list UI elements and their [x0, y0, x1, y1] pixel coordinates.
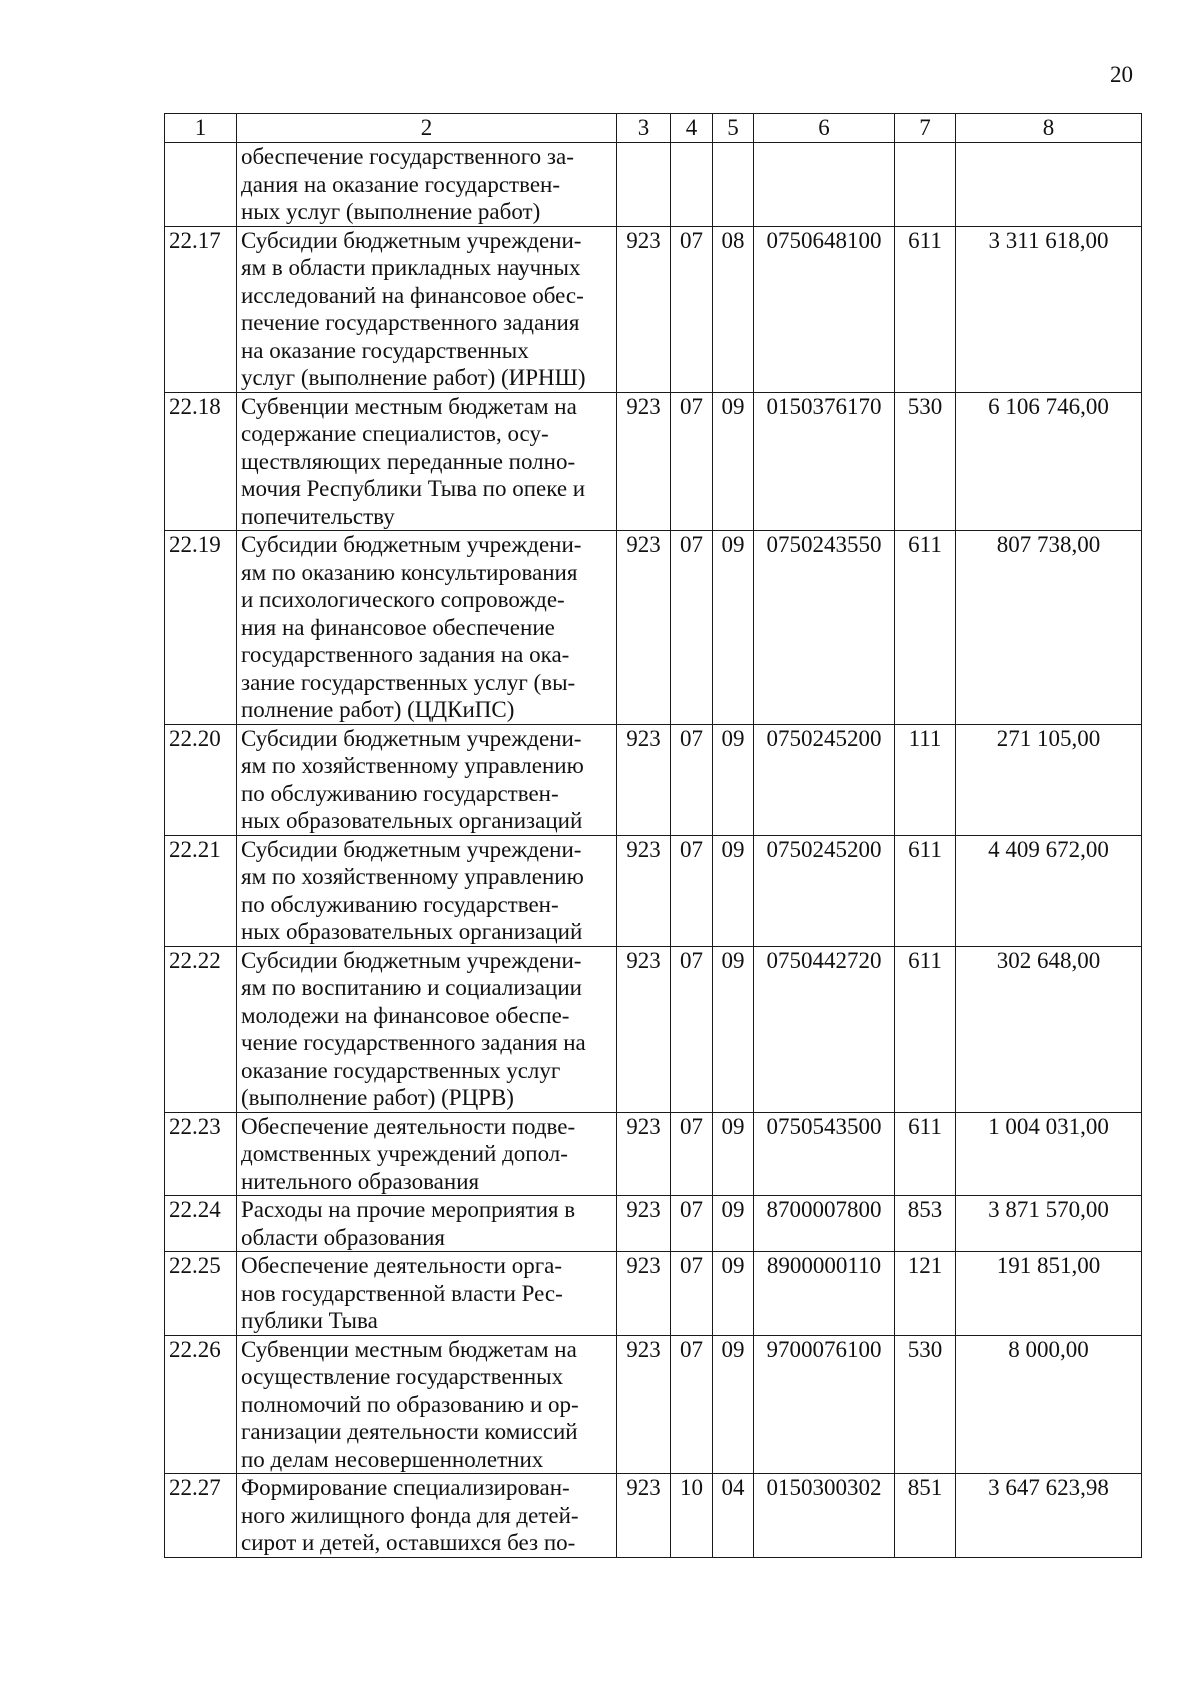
header-col-2: 2 [237, 114, 617, 143]
header-col-3: 3 [617, 114, 671, 143]
table-row [165, 1196, 1142, 1252]
table-row [165, 946, 1142, 1112]
subsection-code: 09 [713, 1335, 754, 1474]
expense-type-code: 611 [895, 1112, 956, 1196]
row-description [237, 1335, 617, 1474]
description-line: Расходы на прочие мероприятия в [241, 1197, 576, 1222]
budget-table [164, 113, 1142, 1558]
table-row [165, 531, 1142, 725]
section-code: 07 [671, 531, 713, 725]
ministry-code: 923 [617, 392, 671, 531]
header-row [165, 114, 1142, 143]
subsection-code [713, 143, 754, 227]
subsection-code: 09 [713, 1252, 754, 1336]
description-line: (выполнение работ) (РЦРВ) [241, 1085, 514, 1110]
ministry-code: 923 [617, 1474, 671, 1558]
amount: 8 000,00 [956, 1335, 1142, 1474]
expense-type-code: 611 [895, 531, 956, 725]
description-line: области образования [241, 1224, 445, 1250]
table-row [165, 1474, 1142, 1558]
description-line: Субсидии бюджетным учреждени- [241, 227, 582, 253]
header-col-8: 8 [956, 114, 1142, 143]
description-line: полнение работ) (ЦДКиПС) [241, 697, 515, 722]
description-line: оказание государственных услуг [241, 1057, 561, 1083]
description-line: ных образовательных организаций [241, 808, 583, 833]
subsection-code: 09 [713, 835, 754, 946]
row-number: 22.17 [165, 226, 237, 392]
row-description [237, 143, 617, 227]
header-col-5: 5 [713, 114, 754, 143]
subsection-code: 08 [713, 226, 754, 392]
expense-type-code: 611 [895, 835, 956, 946]
expense-type-code: 111 [895, 724, 956, 835]
expense-type-code: 853 [895, 1196, 956, 1252]
description-line: домственных учреждений допол- [241, 1141, 568, 1166]
amount: 191 851,00 [956, 1252, 1142, 1336]
table-header [165, 114, 1142, 143]
description-line: дания на оказание государствен- [241, 171, 560, 197]
page-number: 20 [1110, 62, 1133, 87]
amount [956, 143, 1142, 227]
description-line: Субсидии бюджетным учреждени- [241, 725, 582, 751]
target-article-code: 0750245200 [754, 835, 895, 946]
description-line: печение государственного задания [241, 310, 580, 335]
description-line: содержание специалистов, осу- [241, 421, 549, 446]
description-line: ям по оказанию консультирования [241, 559, 578, 585]
subsection-code: 09 [713, 946, 754, 1112]
description-line: осуществление государственных [241, 1364, 564, 1389]
ministry-code: 923 [617, 1335, 671, 1474]
subsection-code: 09 [713, 531, 754, 725]
ministry-code: 923 [617, 724, 671, 835]
target-article-code: 0150376170 [754, 392, 895, 531]
row-number: 22.18 [165, 392, 237, 531]
target-article-code: 0750543500 [754, 1112, 895, 1196]
expense-type-code: 530 [895, 392, 956, 531]
description-line: ных услуг (выполнение работ) [241, 199, 541, 224]
section-code: 07 [671, 946, 713, 1112]
row-number: 22.20 [165, 724, 237, 835]
description-line: публики Тыва [241, 1308, 378, 1333]
section-code: 07 [671, 1335, 713, 1474]
row-description [237, 835, 617, 946]
table-row [165, 143, 1142, 227]
description-line: ного жилищного фонда для детей- [241, 1502, 579, 1528]
row-number: 22.19 [165, 531, 237, 725]
description-line: полномочий по образованию и ор- [241, 1391, 579, 1417]
description-line: по обслуживанию государствен- [241, 891, 559, 917]
expense-type-code [895, 143, 956, 227]
target-article-code [754, 143, 895, 227]
row-description [237, 392, 617, 531]
description-line: Формирование специализирован- [241, 1475, 570, 1500]
description-line: ных образовательных организаций [241, 919, 583, 944]
expense-type-code: 611 [895, 946, 956, 1112]
description-line: ям по воспитанию и социализации [241, 975, 582, 1000]
description-line: попечительству [241, 503, 395, 529]
description-line: ям по хозяйственному управлению [241, 864, 584, 889]
table-row [165, 1335, 1142, 1474]
row-number: 22.26 [165, 1335, 237, 1474]
description-line: ям по хозяйственному управлению [241, 753, 584, 778]
description-line: Субсидии бюджетным учреждени- [241, 532, 582, 557]
description-line: по обслуживанию государствен- [241, 780, 559, 806]
table-row [165, 724, 1142, 835]
target-article-code: 8700007800 [754, 1196, 895, 1252]
description-line: Субвенции местным бюджетам на [241, 393, 577, 419]
description-line: Обеспечение деятельности подве- [241, 1113, 576, 1139]
section-code [671, 143, 713, 227]
subsection-code: 04 [713, 1474, 754, 1558]
target-article-code: 0750442720 [754, 946, 895, 1112]
header-col-7: 7 [895, 114, 956, 143]
description-line: молодежи на финансовое обеспе- [241, 1002, 570, 1028]
table-row [165, 226, 1142, 392]
description-line: ям в области прикладных научных [241, 255, 581, 280]
amount: 1 004 031,00 [956, 1112, 1142, 1196]
description-line: Субсидии бюджетным учреждени- [241, 836, 582, 862]
ministry-code: 923 [617, 226, 671, 392]
target-article-code: 0750243550 [754, 531, 895, 725]
header-col-6: 6 [754, 114, 895, 143]
description-line: и психологического сопровожде- [241, 587, 565, 612]
subsection-code: 09 [713, 724, 754, 835]
description-line: мочия Республики Тыва по опеке и [241, 476, 586, 501]
description-line: Обеспечение деятельности орга- [241, 1253, 563, 1278]
description-line: нов государственной власти Рес- [241, 1280, 563, 1306]
row-description [237, 531, 617, 725]
section-code: 07 [671, 1112, 713, 1196]
row-number: 22.21 [165, 835, 237, 946]
amount: 271 105,00 [956, 724, 1142, 835]
table-row [165, 392, 1142, 531]
target-article-code: 9700076100 [754, 1335, 895, 1474]
description-line: ганизации деятельности комиссий [241, 1419, 578, 1444]
expense-type-code: 611 [895, 226, 956, 392]
description-line: ществляющих переданные полно- [241, 448, 576, 474]
target-article-code: 0750648100 [754, 226, 895, 392]
row-number: 22.27 [165, 1474, 237, 1558]
row-number: 22.25 [165, 1252, 237, 1336]
description-line: ния на финансовое обеспечение [241, 614, 555, 640]
row-description [237, 1196, 617, 1252]
row-description [237, 1474, 617, 1558]
subsection-code: 09 [713, 1112, 754, 1196]
description-line: сирот и детей, оставшихся без по- [241, 1530, 576, 1555]
table-row [165, 1112, 1142, 1196]
table-body [165, 143, 1142, 1558]
ministry-code: 923 [617, 946, 671, 1112]
section-code: 07 [671, 1196, 713, 1252]
table-row [165, 1252, 1142, 1336]
header-col-4: 4 [671, 114, 713, 143]
amount: 3 647 623,98 [956, 1474, 1142, 1558]
amount: 3 311 618,00 [956, 226, 1142, 392]
ministry-code: 923 [617, 1112, 671, 1196]
subsection-code: 09 [713, 392, 754, 531]
description-line: услуг (выполнение работ) (ИРНШ) [241, 365, 586, 390]
section-code: 07 [671, 226, 713, 392]
section-code: 07 [671, 724, 713, 835]
amount: 6 106 746,00 [956, 392, 1142, 531]
section-code: 07 [671, 1252, 713, 1336]
description-line: обеспечение государственного за- [241, 144, 574, 169]
description-line: нительного образования [241, 1168, 480, 1194]
row-description [237, 724, 617, 835]
amount: 807 738,00 [956, 531, 1142, 725]
row-description [237, 1112, 617, 1196]
ministry-code [617, 143, 671, 227]
description-line: зание государственных услуг (вы- [241, 669, 576, 695]
ministry-code: 923 [617, 1196, 671, 1252]
description-line: на оказание государственных [241, 337, 529, 363]
description-line: государственного задания на ока- [241, 642, 570, 667]
amount: 4 409 672,00 [956, 835, 1142, 946]
subsection-code: 09 [713, 1196, 754, 1252]
expense-type-code: 121 [895, 1252, 956, 1336]
row-number: 22.22 [165, 946, 237, 1112]
description-line: исследований на финансовое обес- [241, 282, 584, 308]
description-line: Субвенции местным бюджетам на [241, 1336, 577, 1362]
target-article-code: 8900000110 [754, 1252, 895, 1336]
section-code: 10 [671, 1474, 713, 1558]
target-article-code: 0750245200 [754, 724, 895, 835]
description-line: чение государственного задания на [241, 1030, 586, 1055]
section-code: 07 [671, 835, 713, 946]
row-number: 22.23 [165, 1112, 237, 1196]
row-description [237, 946, 617, 1112]
row-description [237, 1252, 617, 1336]
description-line: Субсидии бюджетным учреждени- [241, 947, 582, 973]
target-article-code: 0150300302 [754, 1474, 895, 1558]
table-row [165, 835, 1142, 946]
expense-type-code: 851 [895, 1474, 956, 1558]
ministry-code: 923 [617, 531, 671, 725]
row-number: 22.24 [165, 1196, 237, 1252]
row-description [237, 226, 617, 392]
ministry-code: 923 [617, 835, 671, 946]
row-number [165, 143, 237, 227]
header-col-1: 1 [165, 114, 237, 143]
amount: 302 648,00 [956, 946, 1142, 1112]
description-line: по делам несовершеннолетних [241, 1446, 544, 1472]
ministry-code: 923 [617, 1252, 671, 1336]
amount: 3 871 570,00 [956, 1196, 1142, 1252]
section-code: 07 [671, 392, 713, 531]
expense-type-code: 530 [895, 1335, 956, 1474]
